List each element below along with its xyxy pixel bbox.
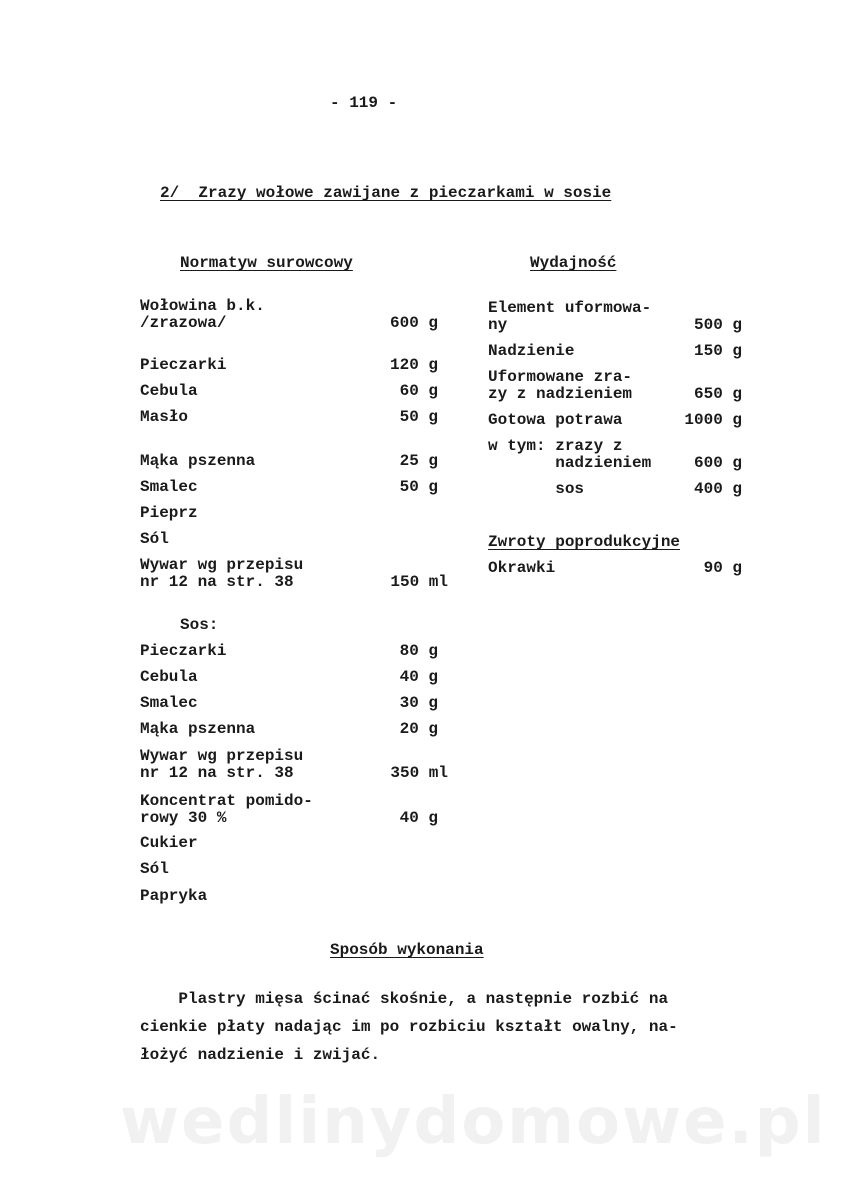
raw-materials-heading: Normatyw surowcowy — [180, 254, 353, 272]
ingredient-qty: 120 g — [389, 356, 438, 374]
sauce-ingredient-qty: 350 ml — [390, 764, 448, 782]
sauce-ingredient-name: Cukier — [140, 834, 198, 852]
sauce-ingredient-qty: 40 g — [399, 809, 438, 827]
yield-item-name: sos — [488, 480, 585, 498]
ingredient-qty: 50 g — [399, 478, 438, 496]
recipe-title: 2/ Zrazy wołowe zawijane z pieczarkami w sosie — [160, 184, 612, 202]
returns-item-qty: 90 g — [703, 559, 742, 577]
yield-item-qty: 650 g — [693, 385, 742, 403]
yield-item-name: Gotowa potrawa — [488, 411, 623, 429]
ingredient-qty: 150 ml — [390, 573, 448, 591]
sauce-heading: Sos: — [180, 616, 219, 634]
yield-item-name: Element uformowa- ny — [488, 299, 652, 334]
yield-heading: Wydajność — [530, 254, 617, 272]
returns-item-name: Okrawki — [488, 559, 556, 577]
yield-item-name: Nadzienie — [488, 342, 575, 360]
sauce-ingredient-name: Mąka pszenna — [140, 720, 256, 738]
ingredient-name: Wywar wg przepisu nr 12 na str. 38 — [140, 556, 304, 591]
yield-item-name: Uformowane zra- zy z nadzieniem — [488, 368, 633, 403]
method-text: Plastry mięsa ścinać skośnie, a następnie rozbić na cienkie płaty nadając im po rozbiciu kształt owalny, na- łożyć nadzienie i zwijać. — [140, 990, 678, 1064]
sauce-ingredient-name: Wywar wg przepisu nr 12 na str. 38 — [140, 747, 304, 782]
sauce-ingredient-qty: 80 g — [399, 642, 438, 660]
ingredient-qty: 600 g — [389, 314, 438, 332]
sauce-ingredient-name: Papryka — [140, 887, 208, 905]
sauce-ingredient-qty: 40 g — [399, 668, 438, 686]
ingredient-name: Masło — [140, 408, 189, 426]
watermark: wedlinydomowe.pl — [120, 1085, 827, 1159]
sauce-ingredient-name: Cebula — [140, 668, 198, 686]
ingredient-name: Smalec — [140, 478, 198, 496]
ingredient-name: Mąka pszenna — [140, 452, 256, 470]
page-number: - 119 - — [330, 94, 398, 112]
yield-item-qty: 600 g — [693, 454, 742, 472]
sauce-ingredient-qty: 20 g — [399, 720, 438, 738]
sauce-ingredient-name: Smalec — [140, 694, 198, 712]
ingredient-qty: 50 g — [399, 408, 438, 426]
ingredient-name: Pieprz — [140, 504, 198, 522]
ingredient-name: Pieczarki — [140, 356, 227, 374]
returns-heading: Zwroty poprodukcyjne — [488, 533, 681, 551]
yield-item-qty: 150 g — [693, 342, 742, 360]
ingredient-qty: 60 g — [399, 382, 438, 400]
sauce-ingredient-name: Koncentrat pomido- rowy 30 % — [140, 792, 313, 827]
ingredient-name: Sól — [140, 530, 169, 548]
yield-item-qty: 400 g — [693, 480, 742, 498]
ingredient-name: Wołowina b.k. /zrazowa/ — [140, 297, 265, 332]
yield-item-name: w tym: zrazy z nadzieniem — [488, 437, 652, 472]
ingredient-name: Cebula — [140, 382, 198, 400]
sauce-ingredient-name: Sól — [140, 860, 169, 878]
sauce-ingredient-qty: 30 g — [399, 694, 438, 712]
sauce-ingredient-name: Pieczarki — [140, 642, 227, 660]
method-heading: Sposób wykonania — [330, 941, 484, 959]
yield-item-qty: 1000 g — [684, 411, 742, 429]
yield-item-qty: 500 g — [693, 316, 742, 334]
ingredient-qty: 25 g — [399, 452, 438, 470]
